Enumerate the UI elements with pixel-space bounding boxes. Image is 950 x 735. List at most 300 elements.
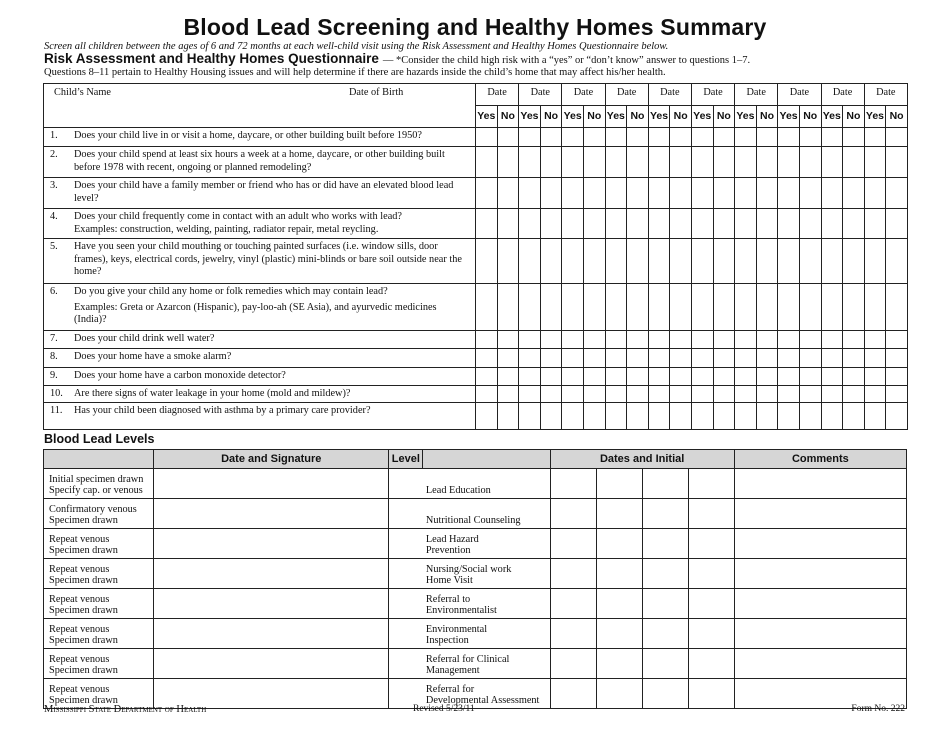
yes-answer-cell[interactable] [648,385,670,403]
yes-answer-cell[interactable] [519,284,541,331]
yes-answer-cell[interactable] [735,147,757,178]
no-answer-cell[interactable] [497,403,519,430]
visit-date-cell[interactable] [605,84,648,106]
yes-answer-cell[interactable] [778,403,800,430]
no-answer-cell[interactable] [670,178,692,209]
no-answer-cell[interactable] [497,348,519,367]
visit-date-cell[interactable] [562,84,605,106]
no-answer-cell[interactable] [670,128,692,147]
no-answer-cell[interactable] [713,403,735,430]
no-answer-cell[interactable] [886,331,908,349]
date-signature-cell[interactable] [154,529,389,559]
yes-answer-cell[interactable] [691,239,713,284]
level-cell[interactable] [389,589,423,619]
yes-answer-cell[interactable] [778,331,800,349]
yes-answer-cell[interactable] [605,348,627,367]
no-answer-cell[interactable] [799,128,821,147]
no-answer-cell[interactable] [583,348,605,367]
no-answer-cell[interactable] [756,209,778,239]
no-answer-cell[interactable] [713,348,735,367]
service-label-line2: Prevention [425,544,471,556]
level-cell[interactable] [389,559,423,589]
yes-answer-cell[interactable] [691,403,713,430]
yes-answer-cell[interactable] [562,147,584,178]
yes-answer-cell[interactable] [605,239,627,284]
no-column-label: No [843,106,865,128]
yes-answer-cell[interactable] [864,403,886,430]
yes-answer-cell[interactable] [605,128,627,147]
no-answer-cell[interactable] [713,178,735,209]
yes-answer-cell[interactable] [821,284,843,331]
no-answer-cell[interactable] [756,284,778,331]
no-answer-cell[interactable] [843,403,865,430]
no-answer-cell[interactable] [583,239,605,284]
yes-answer-cell[interactable] [864,147,886,178]
yes-answer-cell[interactable] [778,348,800,367]
no-answer-cell[interactable] [627,209,649,239]
no-answer-cell[interactable] [756,239,778,284]
yes-answer-cell[interactable] [519,385,541,403]
date-initial-cell[interactable] [688,589,734,619]
date-signature-cell[interactable] [154,559,389,589]
visit-date-cell[interactable] [476,84,519,106]
date-initial-cell[interactable] [596,619,642,649]
yes-answer-cell[interactable] [735,367,757,385]
service-label-cell [423,529,550,559]
no-answer-cell[interactable] [627,284,649,331]
no-answer-cell[interactable] [713,284,735,331]
yes-answer-cell[interactable] [648,209,670,239]
no-answer-cell[interactable] [670,147,692,178]
yes-answer-cell[interactable] [648,147,670,178]
no-answer-cell[interactable] [627,348,649,367]
yes-answer-cell[interactable] [476,348,498,367]
question-cell [44,367,476,385]
no-answer-cell[interactable] [799,403,821,430]
date-initial-cell[interactable] [596,589,642,619]
no-answer-cell[interactable] [799,385,821,403]
yes-answer-cell[interactable] [605,331,627,349]
no-answer-cell[interactable] [713,239,735,284]
yes-answer-cell[interactable] [605,209,627,239]
visit-date-cell[interactable] [735,84,778,106]
no-answer-cell[interactable] [843,147,865,178]
no-answer-cell[interactable] [540,239,562,284]
no-answer-cell[interactable] [713,367,735,385]
no-answer-cell[interactable] [886,178,908,209]
yes-answer-cell[interactable] [778,367,800,385]
no-answer-cell[interactable] [670,209,692,239]
yes-answer-cell[interactable] [864,128,886,147]
no-answer-cell[interactable] [583,209,605,239]
no-answer-cell[interactable] [713,128,735,147]
no-answer-cell[interactable] [886,239,908,284]
yes-answer-cell[interactable] [864,331,886,349]
specimen-label-cell [44,589,154,619]
specimen-label-cell [44,619,154,649]
date-signature-cell[interactable] [154,649,389,679]
question-text: Are there signs of water leakage in your home (mold and mildew)? [74,387,351,399]
no-answer-cell[interactable] [886,348,908,367]
yes-answer-cell[interactable] [519,367,541,385]
no-answer-cell[interactable] [843,209,865,239]
no-answer-cell[interactable] [540,403,562,430]
no-answer-cell[interactable] [583,403,605,430]
date-initial-cell[interactable] [642,469,688,499]
yes-answer-cell[interactable] [778,128,800,147]
yes-answer-cell[interactable] [778,284,800,331]
yes-answer-cell[interactable] [821,128,843,147]
yes-answer-cell[interactable] [476,178,498,209]
no-column-label: No [497,106,519,128]
no-answer-cell[interactable] [843,178,865,209]
no-answer-cell[interactable] [713,385,735,403]
date-initial-cell[interactable] [688,469,734,499]
no-answer-cell[interactable] [799,284,821,331]
yes-answer-cell[interactable] [605,385,627,403]
no-answer-cell[interactable] [670,367,692,385]
date-initial-cell[interactable] [596,529,642,559]
yes-answer-cell[interactable] [519,178,541,209]
question-number: 8. [50,350,58,362]
no-answer-cell[interactable] [497,128,519,147]
yes-answer-cell[interactable] [648,348,670,367]
level-cell[interactable] [389,499,423,529]
yes-answer-cell[interactable] [562,239,584,284]
no-answer-cell[interactable] [670,284,692,331]
no-answer-cell[interactable] [583,147,605,178]
no-answer-cell[interactable] [886,128,908,147]
yes-answer-cell[interactable] [864,348,886,367]
yes-answer-cell[interactable] [691,331,713,349]
date-initial-cell[interactable] [550,559,596,589]
yes-answer-cell[interactable] [519,239,541,284]
date-initial-cell[interactable] [642,529,688,559]
no-answer-cell[interactable] [799,147,821,178]
yes-answer-cell[interactable] [821,147,843,178]
date-initial-cell[interactable] [596,559,642,589]
yes-answer-cell[interactable] [519,348,541,367]
date-initial-cell[interactable] [688,529,734,559]
comments-cell[interactable] [734,619,906,649]
no-answer-cell[interactable] [583,178,605,209]
no-answer-cell[interactable] [713,147,735,178]
comments-cell[interactable] [734,649,906,679]
no-answer-cell[interactable] [843,239,865,284]
no-answer-cell[interactable] [497,367,519,385]
no-answer-cell[interactable] [540,178,562,209]
yes-answer-cell[interactable] [864,385,886,403]
no-answer-cell[interactable] [540,128,562,147]
yes-answer-cell[interactable] [562,331,584,349]
yes-answer-cell[interactable] [648,367,670,385]
yes-answer-cell[interactable] [605,284,627,331]
yes-answer-cell[interactable] [648,128,670,147]
yes-answer-cell[interactable] [821,385,843,403]
yes-answer-cell[interactable] [691,367,713,385]
no-answer-cell[interactable] [583,128,605,147]
date-signature-cell[interactable] [154,589,389,619]
yes-answer-cell[interactable] [864,367,886,385]
no-answer-cell[interactable] [540,284,562,331]
yes-answer-cell[interactable] [735,178,757,209]
yes-answer-cell[interactable] [605,403,627,430]
yes-answer-cell[interactable] [691,178,713,209]
no-answer-cell[interactable] [843,331,865,349]
no-answer-cell[interactable] [799,348,821,367]
yes-answer-cell[interactable] [735,284,757,331]
visit-date-cell[interactable] [821,84,864,106]
no-answer-cell[interactable] [799,178,821,209]
yes-answer-cell[interactable] [735,348,757,367]
date-initial-cell[interactable] [596,499,642,529]
no-answer-cell[interactable] [843,367,865,385]
no-answer-cell[interactable] [670,239,692,284]
visit-date-cell[interactable] [864,84,907,106]
yes-answer-cell[interactable] [562,284,584,331]
date-initial-cell[interactable] [688,679,734,709]
yes-answer-cell[interactable] [562,348,584,367]
yes-answer-cell[interactable] [864,178,886,209]
no-answer-cell[interactable] [540,147,562,178]
specimen-label-cell [44,499,154,529]
yes-answer-cell[interactable] [778,239,800,284]
no-answer-cell[interactable] [886,147,908,178]
yes-answer-cell[interactable] [476,385,498,403]
date-initial-cell[interactable] [596,649,642,679]
no-answer-cell[interactable] [627,178,649,209]
yes-answer-cell[interactable] [519,331,541,349]
yes-answer-cell[interactable] [735,385,757,403]
yes-answer-cell[interactable] [519,209,541,239]
no-answer-cell[interactable] [843,284,865,331]
date-initial-cell[interactable] [642,559,688,589]
blood-lead-row [44,619,907,649]
no-answer-cell[interactable] [886,385,908,403]
no-answer-cell[interactable] [627,385,649,403]
yes-answer-cell[interactable] [821,178,843,209]
date-signature-cell[interactable] [154,469,389,499]
yes-answer-cell[interactable] [562,403,584,430]
yes-answer-cell[interactable] [648,284,670,331]
no-answer-cell[interactable] [886,403,908,430]
yes-answer-cell[interactable] [821,239,843,284]
visit-date-cell[interactable] [778,84,821,106]
no-answer-cell[interactable] [583,284,605,331]
date-initial-cell[interactable] [550,499,596,529]
yes-answer-cell[interactable] [691,147,713,178]
yes-answer-cell[interactable] [735,239,757,284]
no-answer-cell[interactable] [799,209,821,239]
no-answer-cell[interactable] [886,209,908,239]
yes-answer-cell[interactable] [562,128,584,147]
comments-cell[interactable] [734,469,906,499]
yes-answer-cell[interactable] [519,128,541,147]
date-initial-cell[interactable] [642,499,688,529]
no-answer-cell[interactable] [843,128,865,147]
date-initial-cell[interactable] [550,619,596,649]
yes-answer-cell[interactable] [605,367,627,385]
no-answer-cell[interactable] [756,128,778,147]
date-initial-cell[interactable] [642,589,688,619]
no-answer-cell[interactable] [540,331,562,349]
visit-date-cell[interactable] [648,84,691,106]
yes-answer-cell[interactable] [476,403,498,430]
specimen-label-line2: Specimen drawn [49,544,118,556]
yes-answer-cell[interactable] [605,147,627,178]
no-answer-cell[interactable] [886,284,908,331]
date-signature-cell[interactable] [154,499,389,529]
no-answer-cell[interactable] [583,331,605,349]
yes-answer-cell[interactable] [821,348,843,367]
yes-answer-cell[interactable] [476,284,498,331]
level-cell[interactable] [389,529,423,559]
date-initial-cell[interactable] [550,649,596,679]
question-row [44,348,908,367]
no-answer-cell[interactable] [497,147,519,178]
no-answer-cell[interactable] [627,331,649,349]
date-initial-cell[interactable] [688,619,734,649]
yes-answer-cell[interactable] [605,178,627,209]
yes-answer-cell[interactable] [562,178,584,209]
no-answer-cell[interactable] [756,348,778,367]
no-answer-cell[interactable] [540,209,562,239]
comments-cell[interactable] [734,559,906,589]
comments-cell[interactable] [734,589,906,619]
no-answer-cell[interactable] [756,147,778,178]
yes-answer-cell[interactable] [648,403,670,430]
no-answer-cell[interactable] [843,348,865,367]
comments-cell[interactable] [734,529,906,559]
date-initial-cell[interactable] [642,679,688,709]
yes-answer-cell[interactable] [476,128,498,147]
date-initial-cell[interactable] [550,679,596,709]
no-answer-cell[interactable] [843,385,865,403]
no-answer-cell[interactable] [756,367,778,385]
no-answer-cell[interactable] [670,385,692,403]
no-answer-cell[interactable] [670,403,692,430]
question-cell [44,239,476,284]
yes-answer-cell[interactable] [691,348,713,367]
yes-answer-cell[interactable] [864,209,886,239]
yes-answer-cell[interactable] [735,209,757,239]
no-answer-cell[interactable] [756,385,778,403]
yes-answer-cell[interactable] [691,128,713,147]
no-answer-cell[interactable] [497,239,519,284]
yes-answer-cell[interactable] [821,209,843,239]
no-answer-cell[interactable] [540,348,562,367]
no-answer-cell[interactable] [497,284,519,331]
date-signature-cell[interactable] [154,619,389,649]
date-initial-cell[interactable] [550,529,596,559]
no-answer-cell[interactable] [756,178,778,209]
date-initial-cell[interactable] [688,499,734,529]
date-initial-cell[interactable] [596,469,642,499]
no-answer-cell[interactable] [799,367,821,385]
yes-answer-cell[interactable] [648,331,670,349]
no-answer-cell[interactable] [799,239,821,284]
yes-answer-cell[interactable] [821,367,843,385]
level-cell[interactable] [389,649,423,679]
date-initial-cell[interactable] [642,619,688,649]
yes-answer-cell[interactable] [691,385,713,403]
yes-answer-cell[interactable] [778,147,800,178]
yes-answer-cell[interactable] [864,239,886,284]
yes-answer-cell[interactable] [691,209,713,239]
visit-date-cell[interactable] [519,84,562,106]
no-answer-cell[interactable] [670,348,692,367]
visit-date-label: Date [573,87,594,98]
yes-answer-cell[interactable] [562,367,584,385]
no-answer-cell[interactable] [497,385,519,403]
no-answer-cell[interactable] [627,147,649,178]
no-answer-cell[interactable] [627,128,649,147]
yes-answer-cell[interactable] [519,403,541,430]
yes-answer-cell[interactable] [519,147,541,178]
visit-date-cell[interactable] [691,84,734,106]
date-initial-cell[interactable] [688,649,734,679]
yes-answer-cell[interactable] [821,331,843,349]
no-answer-cell[interactable] [583,385,605,403]
yes-answer-cell[interactable] [648,178,670,209]
no-answer-cell[interactable] [540,385,562,403]
level-cell[interactable] [389,619,423,649]
date-initial-cell[interactable] [642,649,688,679]
date-initial-cell[interactable] [550,589,596,619]
no-answer-cell[interactable] [627,367,649,385]
date-initial-cell[interactable] [596,679,642,709]
no-answer-cell[interactable] [886,367,908,385]
no-answer-cell[interactable] [497,331,519,349]
no-answer-cell[interactable] [627,239,649,284]
date-initial-cell[interactable] [550,469,596,499]
no-answer-cell[interactable] [756,331,778,349]
yes-answer-cell[interactable] [648,239,670,284]
yes-answer-cell[interactable] [691,284,713,331]
comments-cell[interactable] [734,499,906,529]
no-answer-cell[interactable] [627,403,649,430]
yes-answer-cell[interactable] [735,331,757,349]
no-answer-cell[interactable] [713,331,735,349]
yes-answer-cell[interactable] [821,403,843,430]
yes-answer-cell[interactable] [476,367,498,385]
yes-answer-cell[interactable] [476,331,498,349]
level-cell[interactable] [389,469,423,499]
no-answer-cell[interactable] [497,178,519,209]
yes-answer-cell[interactable] [476,239,498,284]
yes-answer-cell[interactable] [778,178,800,209]
yes-answer-cell[interactable] [778,385,800,403]
no-answer-cell[interactable] [799,331,821,349]
yes-answer-cell[interactable] [864,284,886,331]
no-answer-cell[interactable] [756,403,778,430]
blood-lead-levels-table [43,449,907,709]
no-answer-cell[interactable] [540,367,562,385]
question-number: 6. [50,286,58,297]
no-answer-cell[interactable] [583,367,605,385]
date-initial-cell[interactable] [688,559,734,589]
no-answer-cell[interactable] [670,331,692,349]
no-answer-cell[interactable] [713,209,735,239]
yes-answer-cell[interactable] [735,128,757,147]
yes-answer-cell[interactable] [562,385,584,403]
yes-answer-cell[interactable] [562,209,584,239]
yes-answer-cell[interactable] [735,403,757,430]
yes-answer-cell[interactable] [476,209,498,239]
yes-answer-cell[interactable] [778,209,800,239]
no-answer-cell[interactable] [497,209,519,239]
yes-answer-cell[interactable] [476,147,498,178]
